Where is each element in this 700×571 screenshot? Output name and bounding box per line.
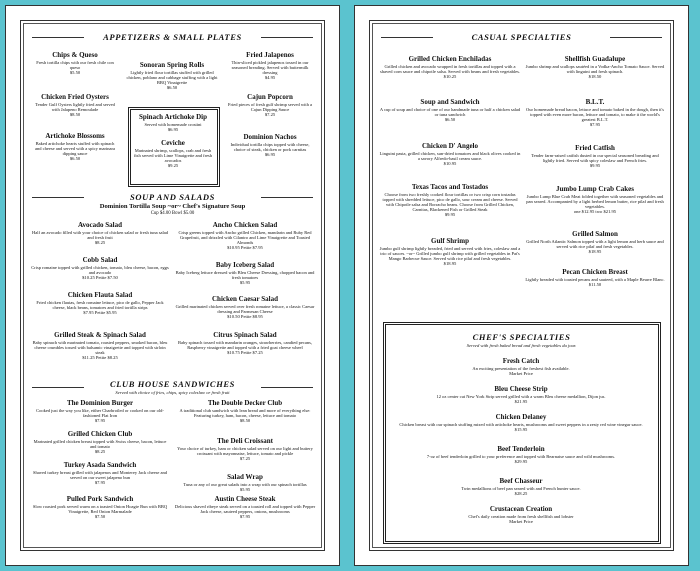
menu-item: Ceviche Marinated shrimp, scallops, crab and fresh fish served with Lime Vinaigrette and fresh avocados $9.25: [133, 139, 213, 168]
menu-item: The Dominion Burger Cooked just the way you like, either Charbroiled or cooked on our old-fashioned Flat Iron $7.95: [36, 399, 164, 423]
menu-item: Chicken Caesar Salad Grilled marinated chicken served over fresh romaine lettuce, a classic Caesar dressing and Parmesan Cheese $10.50 Petite $8.95: [175, 295, 315, 319]
menu-item: Bleu Cheese Strip 12 oz center cut New York Strip served grilled with a warm Bleu cheese medallion, Dijon jus. $21.95: [436, 385, 606, 404]
chefs-heading: CHEF'S SPECIALTIES Served with fresh baked bread and fresh vegetables du jour.: [466, 332, 577, 348]
menu-page-right: [354, 5, 689, 566]
menu-item: Avocado Salad Half an avocado filled with your choice of chicken salad or fresh tuna salad and fresh fruit $8.25: [31, 221, 169, 245]
menu-item: Beef Chasseur Twin medallions of beef pan seared with and French hunter sauce. $28.25: [461, 477, 581, 496]
menu-item: Shellfish Guadalupe Jumbo shrimp and scallops sautéed in a Vodka-Ancho Tomato Sauce. Served with linguini and fresh spinach. $18.50: [525, 55, 665, 79]
soups-heading: SOUP AND SALADS: [26, 192, 319, 202]
menu-item: Cajun Popcorn Fried pieces of fresh gulf shrimp served with a Cajun Dipping Sauce $7.25: [228, 93, 312, 117]
menu-item: Cobb Salad Crisp romaine topped with grilled chicken, tomato, bleu cheese, bacon, eggs and avocado $10.25 Petite $7.50: [31, 256, 169, 280]
casual-heading: CASUAL SPECIALTIES: [375, 32, 668, 42]
menu-item: Fresh Catch An exciting presentation of the freshest fish available. Market Price: [472, 357, 570, 376]
menu-item: Chicken Delaney Chicken breast with our spinach stuffing mixed with artichoke hearts, mushrooms and sweet peppers in a zesty red wine vinegar sauce. $15.95: [399, 413, 643, 432]
menu-item: Chicken Flauta Salad Fried chicken flautas, fresh romaine lettuce, pico de gallo, Pepper Jack cheese, black beans, tomatoes and fried tortilla strips $7.95 Petite $5.95: [36, 291, 164, 315]
menu-item: Baby Iceberg Salad Baby Iceberg lettuce dressed with Bleu Cheese Dressing, chopped bacon and fresh tomatoes $5.95: [175, 261, 315, 285]
menu-item: B.L.T. Our homemade bread bacon, lettuce and tomato baked in the dough, then it's topped with even more bacon, lettuce and tomato, to make it the world's greatest B.L.T. $7.95: [525, 98, 665, 127]
menu-item: Chips & Queso Fresh tortilla chips with our fresh chile con queso $5.50: [36, 51, 114, 75]
menu-item: Texas Tacos and Tostados Choose from two freshly cooked flour tortillas or two crisp corn tostadas topped with shredded lettuce, pico de gallo, sour cream and cheese. Served with Chipotle salsa and Borracho beans. Choose from Grilled Chicken, Carnitas, Blackened Fish or Grilled Steak $9.95: [382, 183, 518, 217]
menu-item: Austin Cheese Steak Delicious shaved ribeye steak served on a toasted roll and topped with Pepper Jack cheese, sauteed peppers, onions, mushrooms $7.95: [174, 495, 316, 519]
menu-item: Spinach Artichoke Dip Served with homemade crostini $6.95: [138, 113, 208, 132]
menu-page-left: [5, 5, 340, 566]
appetizers-heading: APPETIZERS & SMALL PLATES: [26, 32, 319, 42]
menu-item: Grilled Steak & Spinach Salad Baby spinach with marinated tomato, roasted peppers, smoked bacon, bleu cheese crumbles tossed with balsamic vinaigrette and topped with sirloin steak $11.25 Petite $8.25: [32, 331, 168, 360]
menu-item: Grilled Chicken Club Marinated grilled chicken breast topped with Swiss cheese, bacon, lettuce and tomato $8.25: [33, 430, 167, 454]
menu-item: Ancho Chicken Salad Crisp greens topped with Ancho grilled Chicken, mandarin and Ruby Red Grapefruit, and drizzled with Cilantro and Lime Vinaigrette and Toasted Almonds $10.95 Petite $7.95: [178, 221, 312, 250]
menu-item: Crustacean Creation Chef's daily creation made from fresh shellfish and lobster Market Price: [468, 505, 574, 524]
menu-item: Soup and Sandwich A cup of soup and choice of one of our handmade tuna or half a chicken salad or tuna sandwich $6.50: [379, 98, 521, 122]
menu-item: Chicken D' Angelo Linguini pasta, grilled chicken, sun-dried tomatoes and black olives cooked in a savory Alfredo-basil cream sauce. $10.95: [379, 142, 521, 166]
menu-item: Beef Tenderloin 7-oz of beef tenderloin grilled to your preference and topped with Bearnaise sauce and wild mushrooms. $29.95: [426, 445, 616, 464]
soup-line: Dominion Tortilla Soup ~or~ Chef's Signature Soup Cup $4.00 Bowl $5.00: [99, 203, 246, 216]
menu-item: Grilled Chicken Enchiladas Grilled chicken and avocado wrapped in fresh tortillas and topped with a shaved corn sauce and chipotle salsa. Served with beans and fresh vegetables. $10.25: [379, 55, 521, 79]
menu-item: Dominion Nachos Individual tortilla chips topped with cheese, choice of steak, chicken or pork carnitas $6.95: [230, 133, 310, 157]
menu-item: Chicken Fried Oysters Tender Gulf Oysters lightly fried and served with Jalapeno Remoulade $8.50: [35, 93, 115, 117]
sandwiches-heading: CLUB HOUSE SANDWICHES Served with choice of fries, chips, spicy coleslaw or fresh fruit: [26, 379, 319, 395]
menu-item: Jumbo Lump Crab Cakes Jumbo Lump Blue Crab Meat folded together with seasoned vegetables and pan seared. Accompanied by a light herbed lemon butter, rice pilaf and fresh vegetables. one $12.95 two $21.95: [526, 185, 664, 214]
menu-item: Sonoran Spring Rolls Lightly fried flour tortillas stuffed with grilled chicken, poblano and cabbage stuffing with a light BBQ Vinaigrette $6.50: [126, 61, 218, 90]
menu-item: Pulled Pork Sandwich Slow roasted pork served warm on a toasted Onion Hoagie Bun with BBQ Vinaigrette, Red Onion Marmalade $7.50: [32, 495, 168, 519]
menu-item: Gulf Shrimp Jumbo gulf shrimp lightly breaded, fried and served with fries, coleslaw and a trio of sauces. ~or~ Grilled jumbo gulf shrimp with grilled vegetables in Pat's Mango Barbecue Sauce. Served with rice pilaf and fresh vegetables. $18.95: [379, 237, 521, 266]
menu-item: The Deli Croissant Your choice of turkey, ham or chicken salad served on our light and buttery croissant with mayonnaise, lettuce, tomato and pickle $7.25: [177, 437, 313, 461]
menu-item: Salad Wrap Tuna or any of our great salads into a wrap with our spinach tortillas $5.95: [183, 473, 307, 492]
menu-item: Artichoke Blossoms Baked artichoke hearts stuffed with spinach and cheese and served with a spicy marinara dipping sauce $6.50: [34, 132, 116, 161]
menu-item: Fried Jalapenos Thin-sliced pickled jalapenos tossed in our seasoned breading. Served with buttermilk dressing $4.95: [231, 51, 309, 80]
menu-item: The Double Decker Club A traditional club sandwich with lean bread and more of everything else: Featuring turkey, ham, bacon, cheese, lettuce and tomato $8.50: [179, 399, 311, 423]
menu-item: Turkey Asada Sandwich Shaved turkey breast grilled with jalapenos and Monterey Jack cheese and served on our sweet jalapeno bun $7.95: [33, 461, 167, 485]
menu-item: Fried Catfish Tender farm-raised catfish dusted in our special seasoned breading and lightly fried. Served with spicy coleslaw and French fries. $9.95: [531, 144, 659, 168]
menu-item: Pecan Chicken Breast Lightly breaded with toasted pecans and sauteed, with a Maple Beurre Blanc. $11.50: [525, 268, 665, 287]
menu-item: Citrus Spinach Salad Baby spinach tossed with mandarin oranges, strawberries, candied pecans, Raspberry vinaigrette and topped with a fried goat cheese wheel $10.75 Petite $7.25: [177, 331, 313, 355]
menu-item: Grilled Salmon Grilled North Atlantic Salmon topped with a light lemon and herb sauce and served with rice pilaf and fresh vegetables. $18.95: [526, 230, 664, 254]
